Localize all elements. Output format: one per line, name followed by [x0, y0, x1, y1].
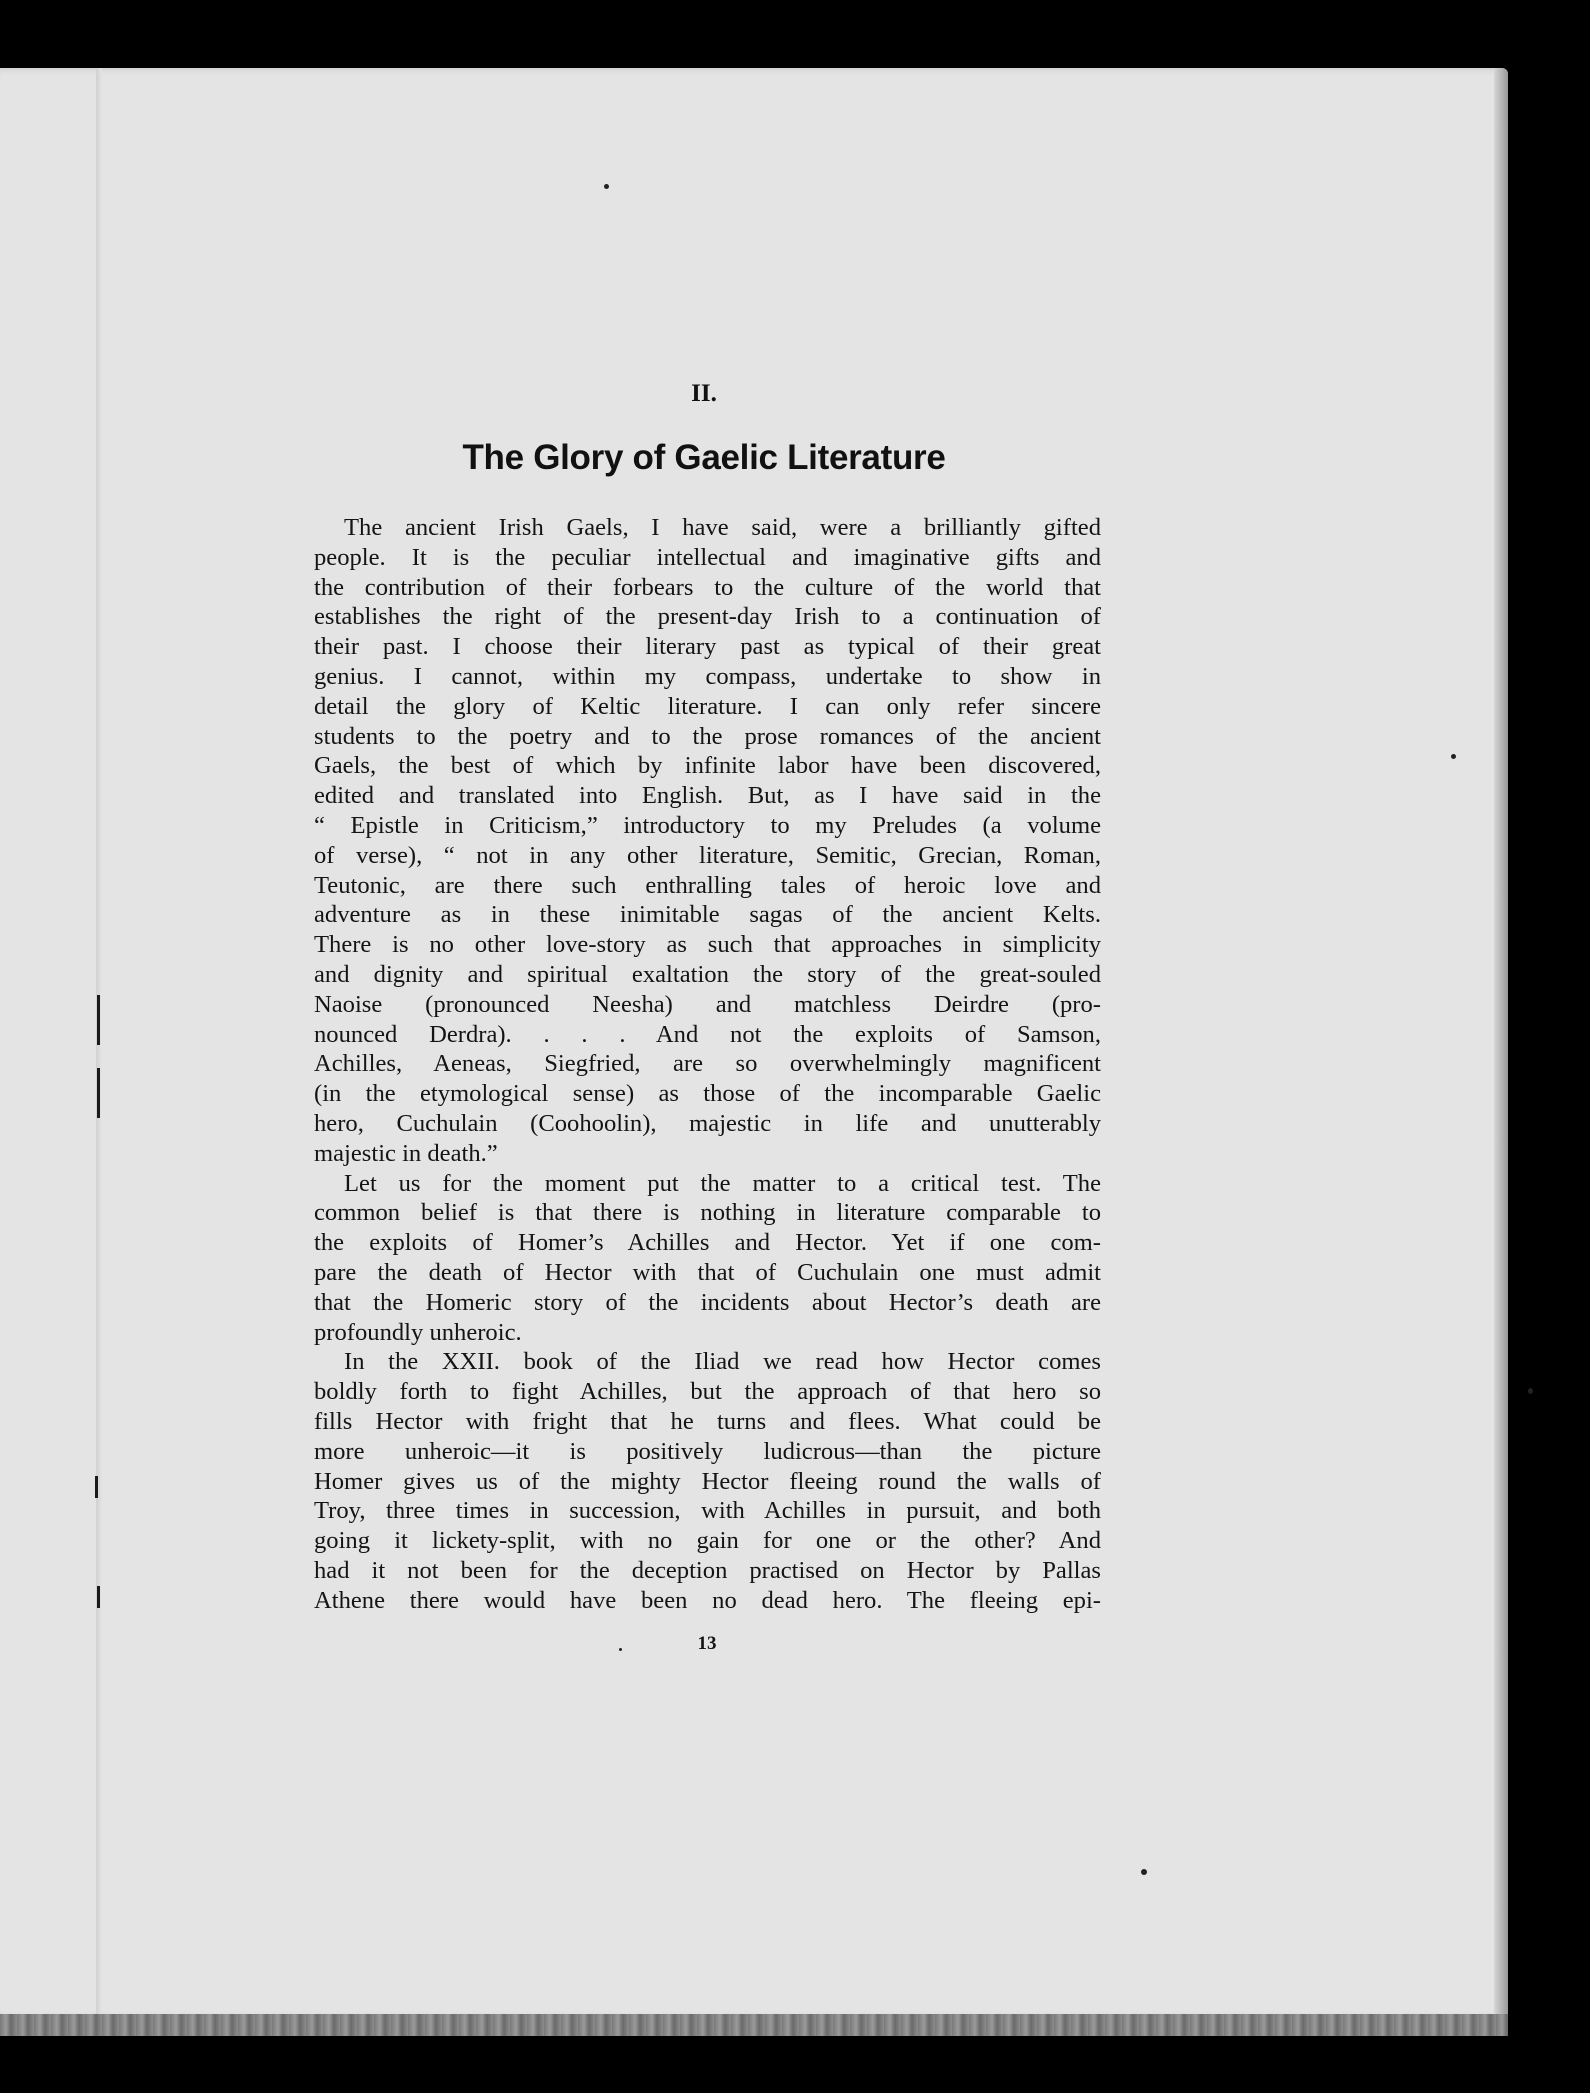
scan-speck — [1451, 754, 1456, 759]
text-line: edited and translated into English. But, as I have said in the — [314, 782, 1101, 810]
text-line: (in the etymological sense) as those of the incomparable Gaelic — [314, 1080, 1101, 1108]
text-line: “ Epistle in Criticism,” introductory to my Preludes (a volume — [314, 811, 1101, 839]
text-line: profoundly unheroic. — [314, 1318, 522, 1346]
binding-mark — [97, 1586, 100, 1608]
text-line: Troy, three times in succession, with Achilles in pursuit, and both — [314, 1497, 1101, 1525]
scan-speck — [1528, 1388, 1533, 1394]
text-line: hero, Cuchulain (Coohoolin), majestic in life and unutterably — [314, 1109, 1101, 1137]
text-line: establishes the right of the present-day Irish to a continuation of — [314, 603, 1101, 631]
text-line: Let us for the moment put the matter to a critical test. The — [344, 1169, 1101, 1197]
text-line: their past. I choose their literary past as typical of their great — [314, 633, 1101, 661]
text-line: In the XXII. book of the Iliad we read how Hector comes — [344, 1348, 1101, 1376]
text-line: Homer gives us of the mighty Hector fleeing round the walls of — [314, 1467, 1101, 1495]
text-line: the contribution of their forbears to the culture of the world that — [314, 573, 1101, 601]
text-line: majestic in death.” — [314, 1139, 498, 1167]
text-line: Achilles, Aeneas, Siegfried, are so overwhelmingly magnificent — [314, 1050, 1101, 1078]
text-line: had it not been for the deception practised on Hector by Pallas — [314, 1556, 1101, 1584]
binding-mark — [97, 995, 100, 1045]
binding-mark — [95, 1476, 98, 1498]
text-line: going it lickety-split, with no gain for one or the other? And — [314, 1527, 1101, 1555]
text-line: students to the poetry and to the prose romances of the ancient — [314, 722, 1101, 750]
text-line: detail the glory of Keltic literature. I can only refer sincere — [314, 692, 1101, 720]
text-line: Teutonic, are there such enthralling tales of heroic love and — [314, 871, 1101, 899]
text-line: Naoise (pronounced Neesha) and matchless Deirdre (pro- — [314, 990, 1101, 1018]
chapter-title: The Glory of Gaelic Literature — [462, 438, 946, 477]
text-line: Athene there would have been no dead hero. The fleeing epi- — [314, 1586, 1101, 1614]
text-line: more unheroic—it is positively ludicrous—than the picture — [314, 1437, 1101, 1465]
text-line: the exploits of Homer’s Achilles and Hector. Yet if one com- — [314, 1229, 1101, 1257]
text-line: people. It is the peculiar intellectual and imaginative gifts and — [314, 543, 1101, 571]
text-line: There is no other love-story as such that approaches in simplicity — [314, 931, 1101, 959]
binding-mark — [97, 1068, 100, 1118]
body-text — [314, 513, 1101, 1615]
text-line: Gaels, the best of which by infinite labor have been discovered, — [314, 752, 1101, 780]
scan-bottom-edge — [0, 2014, 1508, 2036]
text-line: pare the death of Hector with that of Cuchulain one must admit — [314, 1258, 1101, 1286]
text-line: fills Hector with fright that he turns and flees. What could be — [314, 1407, 1101, 1435]
page-number: 13 — [697, 1633, 717, 1654]
page-edge — [1494, 68, 1508, 2018]
chapter-number: II. — [691, 380, 717, 407]
text-line: nounced Derdra). . . . And not the exploits of Samson, — [314, 1020, 1101, 1048]
text-line: The ancient Irish Gaels, I have said, were a brilliantly gifted — [344, 514, 1101, 541]
scan-speck — [604, 184, 609, 189]
text-line: common belief is that there is nothing in literature comparable to — [314, 1199, 1101, 1227]
text-line: that the Homeric story of the incidents about Hector’s death are — [314, 1288, 1101, 1316]
text-line: boldly forth to fight Achilles, but the approach of that hero so — [314, 1378, 1101, 1406]
text-line: genius. I cannot, within my compass, undertake to show in — [314, 662, 1101, 690]
scan-speck — [1141, 1869, 1147, 1875]
text-line: of verse), “ not in any other literature, Semitic, Grecian, Roman, — [314, 841, 1101, 869]
text-line: adventure as in these inimitable sagas of the ancient Kelts. — [314, 901, 1101, 929]
text-line: and dignity and spiritual exaltation the story of the great-souled — [314, 960, 1101, 988]
